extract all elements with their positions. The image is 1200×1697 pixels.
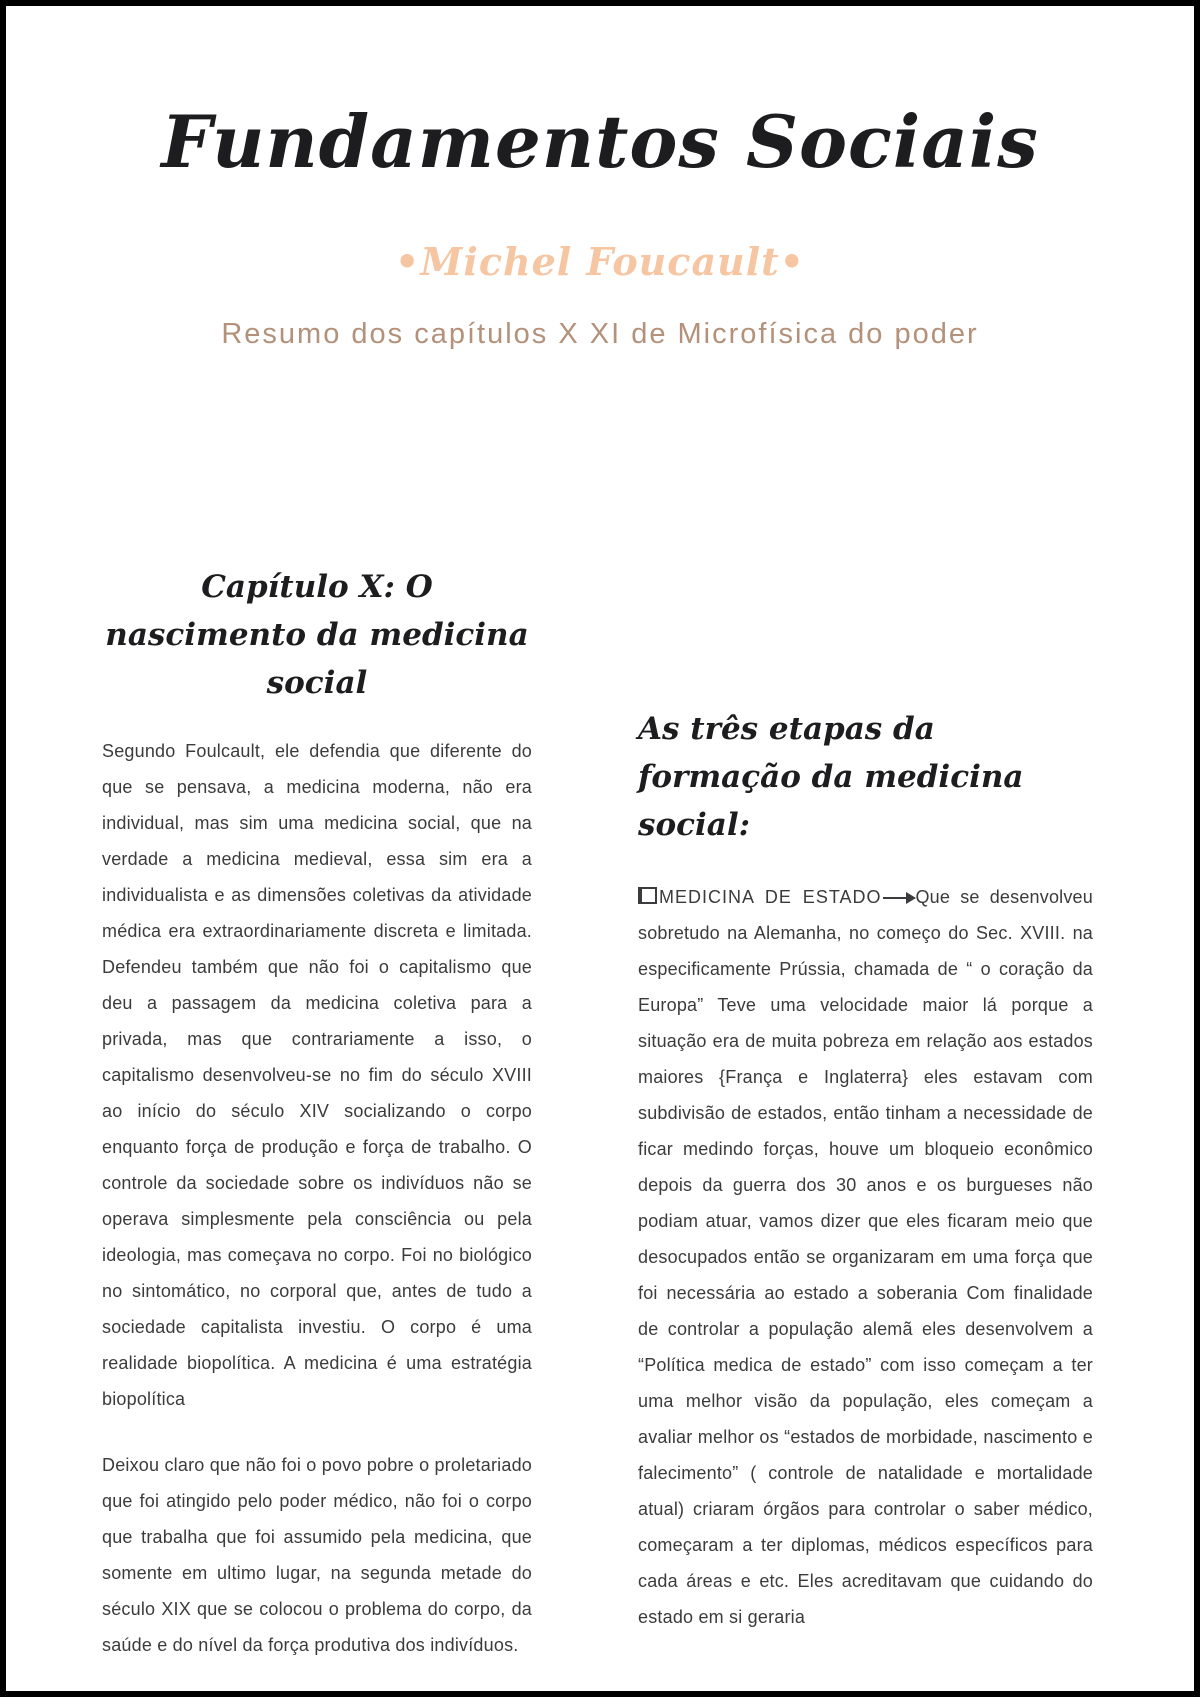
medicina-de-estado-paragraph (638, 879, 1093, 1635)
chapter-x-paragraph-2: Deixou claro que não foi o povo pobre o proletariado que foi atingido pelo poder médico, não foi o corpo que trabalha que foi assumido pela medicina, que somente em ultimo lugar, na segunda metade do século XIX que se colocou o problema do corpo, da saúde e do nível da força produtiva dos indivíduos. (102, 1455, 532, 1656)
left-column (102, 563, 532, 1663)
chapter-x-heading: Capítulo X: O nascimento da medicina social (105, 569, 529, 702)
right-arrow-icon (883, 897, 907, 899)
author-subtitle: •Michel Foucault• (395, 239, 805, 285)
two-column-content (6, 563, 1194, 1663)
page-header (6, 6, 1194, 351)
medicina-de-estado-label: MEDICINA DE ESTADO (659, 887, 882, 908)
medicina-de-estado-body: Que se desenvolveu sobretudo na Alemanha, no começo do Sec. XVIII. na especificamente Prússia, chamada de “ o coração da Europa” Teve uma velocidade maior lá porque a situação era de muita pobreza em relação aos estados maiores {França e Inglaterra} eles estavam com subdivisão de estados, então tinham a necessidade de ficar medindo forças, houve um bloqueio econômico depois da guerra dos 30 anos e os burgueses não podiam atuar, vamos dizer que eles ficaram meio que desocupados então se organizaram em uma força que foi necessária ao estado a soberania Com finalidade de controlar a população alemã eles desenvolvem a “Política medica de estado” com isso começam a ter uma melhor visão da população, eles começam a avaliar melhor os “estados de morbidade, nascimento e falecimento” ( controle de natalidade e mortalidade atual) criaram órgãos para controlar o saber médico, começaram a ter diplomas, médicos específicos para cada áreas e etc. Eles acreditavam que cuidando do estado em si geraria (638, 887, 1093, 1628)
right-column (638, 705, 1093, 1663)
chapter-x-paragraph-1: Segundo Foulcault, ele defendia que diferente do que se pensava, a medicina moderna, não era individual, mas sim uma medicina social, que na verdade a medicina medieval, essa sim era a individualista e as dimensões coletivas da atividade médica era extraordinariamente discreta e limitada. Defendeu também que não foi o capitalismo que deu a passagem da medicina coletiva para a privada, mas que contrariamente a isso, o capitalismo desenvolveu-se no fim do século XVIII ao início do século XIV socializando o corpo enquanto força de produção e força de trabalho. O controle da sociedade sobre os indivíduos não se operava simplesmente pela consciência ou pela ideologia, mas começava no corpo. Foi no biológico no sintomático, no corporal que, antes de tudo a sociedade capitalista investiu. O corpo é uma realidade biopolítica. A medicina é uma estratégia biopolítica (102, 741, 532, 1410)
summary-subtitle: Resumo dos capítulos X XI de Microfísica do poder (221, 318, 979, 351)
square-bullet-icon (638, 887, 657, 904)
three-stages-heading: As três etapas da formação da medicina social: (638, 711, 1024, 844)
page-title: Fundamentos Sociais (161, 99, 1039, 184)
